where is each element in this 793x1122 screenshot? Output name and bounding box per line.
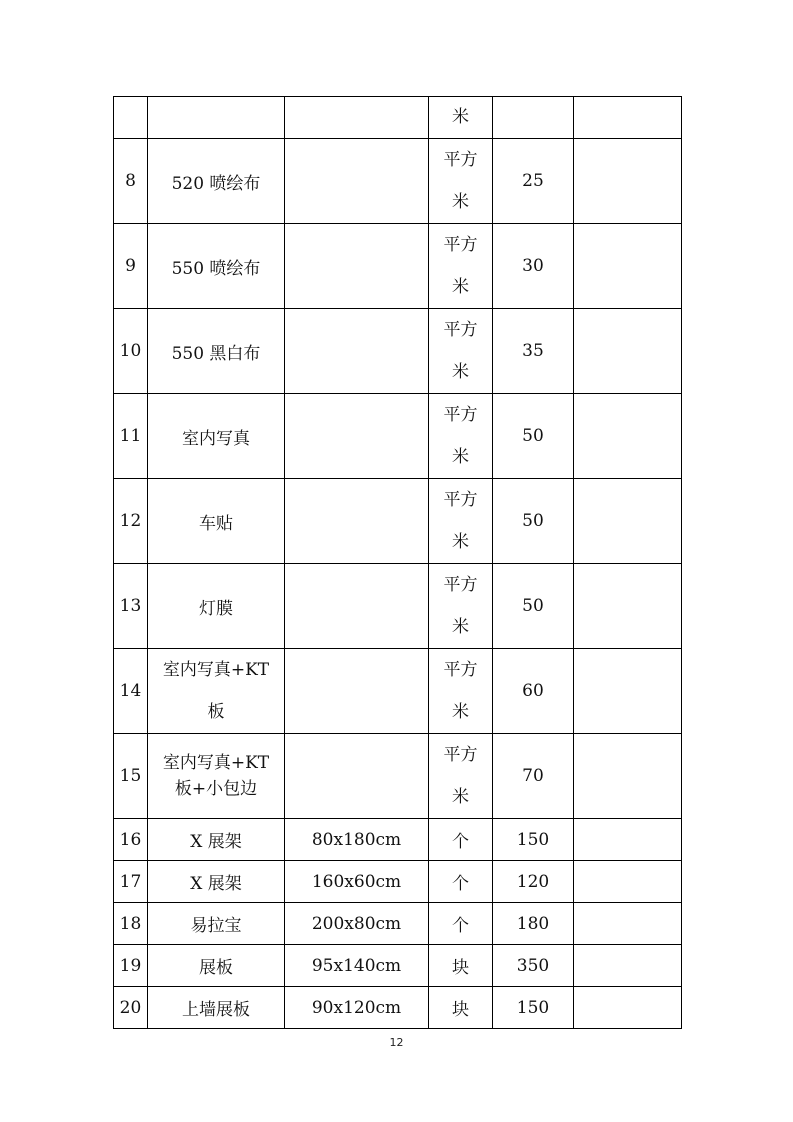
cell-spec [285,97,429,139]
cell-note [574,734,682,819]
cell-no: 12 [114,479,148,564]
cell-unit [429,394,493,479]
cell-price: 35 [493,309,574,394]
cell-name: 上墙展板 [148,987,285,1029]
table-row [114,224,682,309]
cell-note [574,309,682,394]
cell-unit [429,649,493,734]
cell-unit [429,97,493,139]
cell-no: 13 [114,564,148,649]
table-row [114,139,682,224]
cell-price: 70 [493,734,574,819]
cell-no [114,97,148,139]
cell-note [574,479,682,564]
cell-spec [285,139,429,224]
cell-unit [429,734,493,819]
cell-no: 20 [114,987,148,1029]
unit-line-1: 平方 [443,320,478,340]
cell-price: 120 [493,861,574,903]
table-row [114,903,682,945]
unit-line-1: 平方 [443,490,478,510]
cell-note [574,649,682,734]
cell-no: 19 [114,945,148,987]
cell-price: 150 [493,819,574,861]
cell-note [574,903,682,945]
cell-name: 550 喷绘布 [148,224,285,309]
cell-no: 16 [114,819,148,861]
cell-price: 60 [493,649,574,734]
cell-unit [429,479,493,564]
cell-name: X 展架 [148,819,285,861]
cell-unit [429,564,493,649]
cell-note [574,394,682,479]
table-row [114,309,682,394]
table-row [114,987,682,1029]
cell-name: 室内写真 [148,394,285,479]
cell-unit: 块 [429,987,493,1029]
cell-spec [285,564,429,649]
cell-spec [285,734,429,819]
cell-price: 25 [493,139,574,224]
cell-spec [285,479,429,564]
cell-unit: 个 [429,819,493,861]
cell-price: 150 [493,987,574,1029]
page-number: 12 [389,1036,404,1049]
cell-price [493,97,574,139]
cell-no: 8 [114,139,148,224]
cell-price: 50 [493,394,574,479]
cell-no: 11 [114,394,148,479]
name-line-1: 室内写真+KT [162,660,270,680]
cell-note [574,819,682,861]
cell-no: 15 [114,734,148,819]
cell-unit: 个 [429,903,493,945]
cell-unit [429,309,493,394]
cell-no: 9 [114,224,148,309]
cell-note [574,139,682,224]
unit-line-2: 米 [452,787,469,807]
unit-line-2: 米 [452,532,469,552]
cell-price: 350 [493,945,574,987]
cell-spec: 95x140cm [285,945,429,987]
table-row [114,479,682,564]
cell-note [574,564,682,649]
cell-spec: 200x80cm [285,903,429,945]
cell-note [574,861,682,903]
cell-note [574,987,682,1029]
cell-name: 灯膜 [148,564,285,649]
unit-line-2: 米 [452,447,469,467]
table-row [114,861,682,903]
unit-line-1: 平方 [443,660,478,680]
cell-price: 30 [493,224,574,309]
name-line-2: 板+小包边 [174,779,258,799]
cell-name: 550 黑白布 [148,309,285,394]
name-line-1: 室内写真+KT [162,753,270,773]
table-row [114,649,682,734]
unit-line-2: 米 [452,617,469,637]
cell-no: 10 [114,309,148,394]
cell-name: 展板 [148,945,285,987]
unit-line-1: 平方 [443,150,478,170]
cell-no: 17 [114,861,148,903]
cell-name [148,734,285,819]
table-row [114,564,682,649]
cell-name: 车贴 [148,479,285,564]
cell-unit [429,224,493,309]
cell-note [574,945,682,987]
unit-line-2: 米 [452,702,469,722]
name-line-2: 板 [207,702,225,722]
cell-price: 50 [493,564,574,649]
cell-name: X 展架 [148,861,285,903]
cell-spec: 90x120cm [285,987,429,1029]
cell-note [574,224,682,309]
cell-no: 18 [114,903,148,945]
cell-unit [429,139,493,224]
table-row [114,945,682,987]
cell-spec [285,649,429,734]
cell-name [148,649,285,734]
cell-name: 易拉宝 [148,903,285,945]
cell-price: 50 [493,479,574,564]
cell-spec [285,394,429,479]
cell-price: 180 [493,903,574,945]
cell-unit: 个 [429,861,493,903]
cell-spec: 160x60cm [285,861,429,903]
table-row [114,394,682,479]
table-row [114,97,682,139]
unit-line-1: 平方 [443,575,478,595]
cell-no: 14 [114,649,148,734]
unit-line-2: 米 [452,192,469,212]
cell-spec [285,224,429,309]
cell-name [148,97,285,139]
cell-note [574,97,682,139]
cell-spec: 80x180cm [285,819,429,861]
cell-spec [285,309,429,394]
cell-name: 520 喷绘布 [148,139,285,224]
unit-line-2: 米 [452,362,469,382]
unit-line-2: 米 [452,277,469,297]
table-row [114,734,682,819]
unit-text: 米 [452,107,469,127]
price-table [113,96,682,1029]
table-row [114,819,682,861]
unit-line-1: 平方 [443,405,478,425]
cell-unit: 块 [429,945,493,987]
unit-line-1: 平方 [443,745,478,765]
unit-line-1: 平方 [443,235,478,255]
